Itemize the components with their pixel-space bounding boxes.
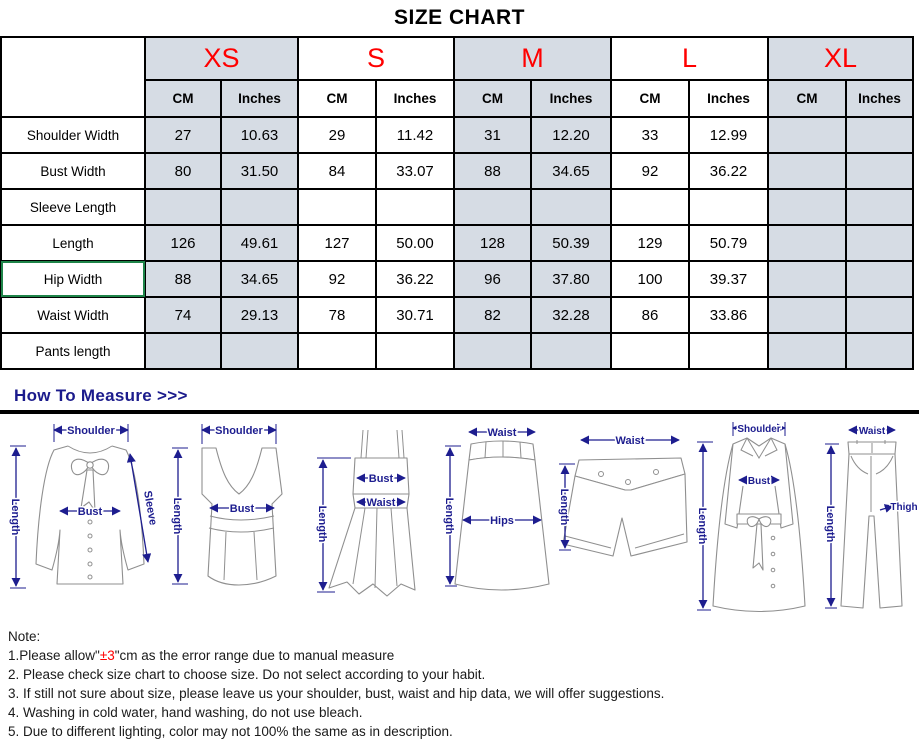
note-line-3: 3. If still not sure about size, please leave us your shoulder, bust, waist and hip data, we will offer suggestions.: [8, 686, 665, 701]
size-cell: [846, 297, 913, 333]
size-cell: 100: [611, 261, 689, 297]
size-cell: 34.65: [531, 153, 611, 189]
dress-bust-label: Bust: [368, 473, 394, 485]
size-table: [0, 36, 914, 370]
size-cell: 30.71: [376, 297, 454, 333]
row-label: Waist Width: [1, 297, 145, 333]
size-cell: [221, 189, 298, 225]
size-cell: [689, 333, 768, 369]
size-cell: [768, 261, 846, 297]
size-cell: 92: [611, 153, 689, 189]
size-cell: 36.22: [376, 261, 454, 297]
size-cell: 12.99: [689, 117, 768, 153]
notes-heading: Note:: [8, 629, 41, 644]
pants-length-label: Length: [824, 505, 836, 543]
figure-blouse: [2, 416, 164, 621]
size-cell: 86: [611, 297, 689, 333]
size-cell: 33: [611, 117, 689, 153]
note-line-2: 2. Please check size chart to choose size. Do not select according to your habit.: [8, 667, 486, 682]
size-cell: 88: [454, 153, 531, 189]
note-line-1: 1.Please allow"±3"cm as the error range due to manual measure: [8, 648, 395, 663]
unit-header: Inches: [221, 80, 298, 117]
size-cell: 29: [298, 117, 376, 153]
size-cell: [376, 333, 454, 369]
size-cell: 50.39: [531, 225, 611, 261]
size-cell: [689, 189, 768, 225]
table-row: [1, 117, 913, 153]
note-line-4: 4. Washing in cold water, hand washing, do not use bleach.: [8, 705, 363, 720]
figure-coat: [693, 416, 823, 621]
size-cell: 31: [454, 117, 531, 153]
size-cell: 37.80: [531, 261, 611, 297]
size-cell: [376, 189, 454, 225]
figure-pants: [823, 416, 918, 621]
table-row: [1, 153, 913, 189]
row-label: Shoulder Width: [1, 117, 145, 153]
size-header-xl: XL: [768, 37, 913, 80]
figure-tank-top: [164, 416, 309, 621]
size-cell: 92: [298, 261, 376, 297]
size-cell: 50.00: [376, 225, 454, 261]
size-header-xs: XS: [145, 37, 298, 80]
row-label: Length: [1, 225, 145, 261]
blouse-length-label: Length: [9, 498, 21, 536]
size-cell: [454, 333, 531, 369]
size-cell: 126: [145, 225, 221, 261]
size-cell: [768, 225, 846, 261]
size-cell: [611, 333, 689, 369]
size-header-l: L: [611, 37, 768, 80]
skirt-length-label: Length: [443, 497, 455, 535]
coat-bust-label: Bust: [747, 476, 771, 487]
size-cell: [145, 333, 221, 369]
size-cell: 96: [454, 261, 531, 297]
size-cell: [846, 333, 913, 369]
blouse-shoulder-label: Shoulder: [67, 425, 115, 437]
row-label: Sleeve Length: [1, 189, 145, 225]
table-row: [1, 261, 913, 297]
size-cell: [531, 333, 611, 369]
size-cell: 80: [145, 153, 221, 189]
size-cell: 128: [454, 225, 531, 261]
tank-bust-label: Bust: [229, 503, 255, 515]
size-cell: 82: [454, 297, 531, 333]
size-cell: [221, 333, 298, 369]
size-cell: 49.61: [221, 225, 298, 261]
size-cell: [768, 153, 846, 189]
page-title: SIZE CHART: [394, 6, 525, 29]
tank-shoulder-label: Shoulder: [215, 425, 263, 437]
dress-waist-label: Waist: [366, 497, 396, 509]
size-table-body: [1, 117, 913, 369]
row-label: Pants length: [1, 333, 145, 369]
size-cell: 78: [298, 297, 376, 333]
size-cell: [611, 189, 689, 225]
unit-header: CM: [298, 80, 376, 117]
skirt-hips-label: Hips: [490, 515, 514, 527]
coat-shoulder-label: Shoulder: [737, 424, 781, 435]
size-cell: 32.28: [531, 297, 611, 333]
size-cell: [531, 189, 611, 225]
size-cell: 88: [145, 261, 221, 297]
size-cell: [846, 153, 913, 189]
size-header-s: S: [298, 37, 454, 80]
blouse-bust-label: Bust: [77, 506, 103, 518]
figure-skirt: [441, 416, 551, 621]
size-cell: 27: [145, 117, 221, 153]
unit-header: Inches: [376, 80, 454, 117]
dress-length-label: Length: [316, 505, 328, 543]
size-cell: 12.20: [531, 117, 611, 153]
table-row: [1, 189, 913, 225]
size-cell: [298, 189, 376, 225]
size-cell: 10.63: [221, 117, 298, 153]
shorts-waist-label: Waist: [615, 435, 645, 447]
corner-cell: [1, 37, 145, 117]
skirt-waist-label: Waist: [487, 427, 517, 439]
size-cell: 34.65: [221, 261, 298, 297]
row-label: Hip Width: [1, 261, 145, 297]
table-row: [1, 297, 913, 333]
size-cell: [298, 333, 376, 369]
how-to-measure-heading: How To Measure >>>: [14, 386, 188, 405]
size-cell: 29.13: [221, 297, 298, 333]
size-cell: 50.79: [689, 225, 768, 261]
size-cell: [846, 189, 913, 225]
unit-header: CM: [768, 80, 846, 117]
shorts-length-label: Length: [558, 488, 570, 526]
size-cell: [454, 189, 531, 225]
size-header-row: [1, 37, 913, 80]
table-row: [1, 225, 913, 261]
size-cell: 11.42: [376, 117, 454, 153]
unit-header: Inches: [846, 80, 913, 117]
size-cell: [145, 189, 221, 225]
size-cell: 74: [145, 297, 221, 333]
pants-thigh-label: Thigh: [890, 502, 918, 513]
blouse-sleeve-label: Sleeve: [141, 489, 159, 527]
unit-header: CM: [145, 80, 221, 117]
size-cell: 129: [611, 225, 689, 261]
coat-length-label: Length: [696, 507, 708, 545]
size-cell: [768, 117, 846, 153]
pants-waist-label: Waist: [858, 426, 886, 437]
size-cell: 31.50: [221, 153, 298, 189]
size-cell: [846, 117, 913, 153]
unit-header: CM: [611, 80, 689, 117]
figure-shorts: [551, 416, 693, 621]
size-cell: [768, 189, 846, 225]
size-cell: [846, 261, 913, 297]
tank-length-label: Length: [171, 497, 183, 535]
size-cell: 39.37: [689, 261, 768, 297]
row-label: Bust Width: [1, 153, 145, 189]
figure-dress: [309, 416, 441, 621]
table-row: [1, 333, 913, 369]
size-cell: 36.22: [689, 153, 768, 189]
measure-figures: [0, 414, 919, 621]
size-cell: [768, 297, 846, 333]
size-cell: [846, 225, 913, 261]
size-cell: 127: [298, 225, 376, 261]
unit-header: CM: [454, 80, 531, 117]
note-line-5: 5. Due to different lighting, color may not 100% the same as in description.: [8, 724, 453, 739]
note-error-range: ±3: [99, 648, 115, 663]
unit-header: Inches: [689, 80, 768, 117]
notes-section: [8, 627, 919, 741]
size-cell: 33.86: [689, 297, 768, 333]
size-cell: 33.07: [376, 153, 454, 189]
size-cell: [768, 333, 846, 369]
unit-header: Inches: [531, 80, 611, 117]
size-header-m: M: [454, 37, 611, 80]
size-cell: 84: [298, 153, 376, 189]
